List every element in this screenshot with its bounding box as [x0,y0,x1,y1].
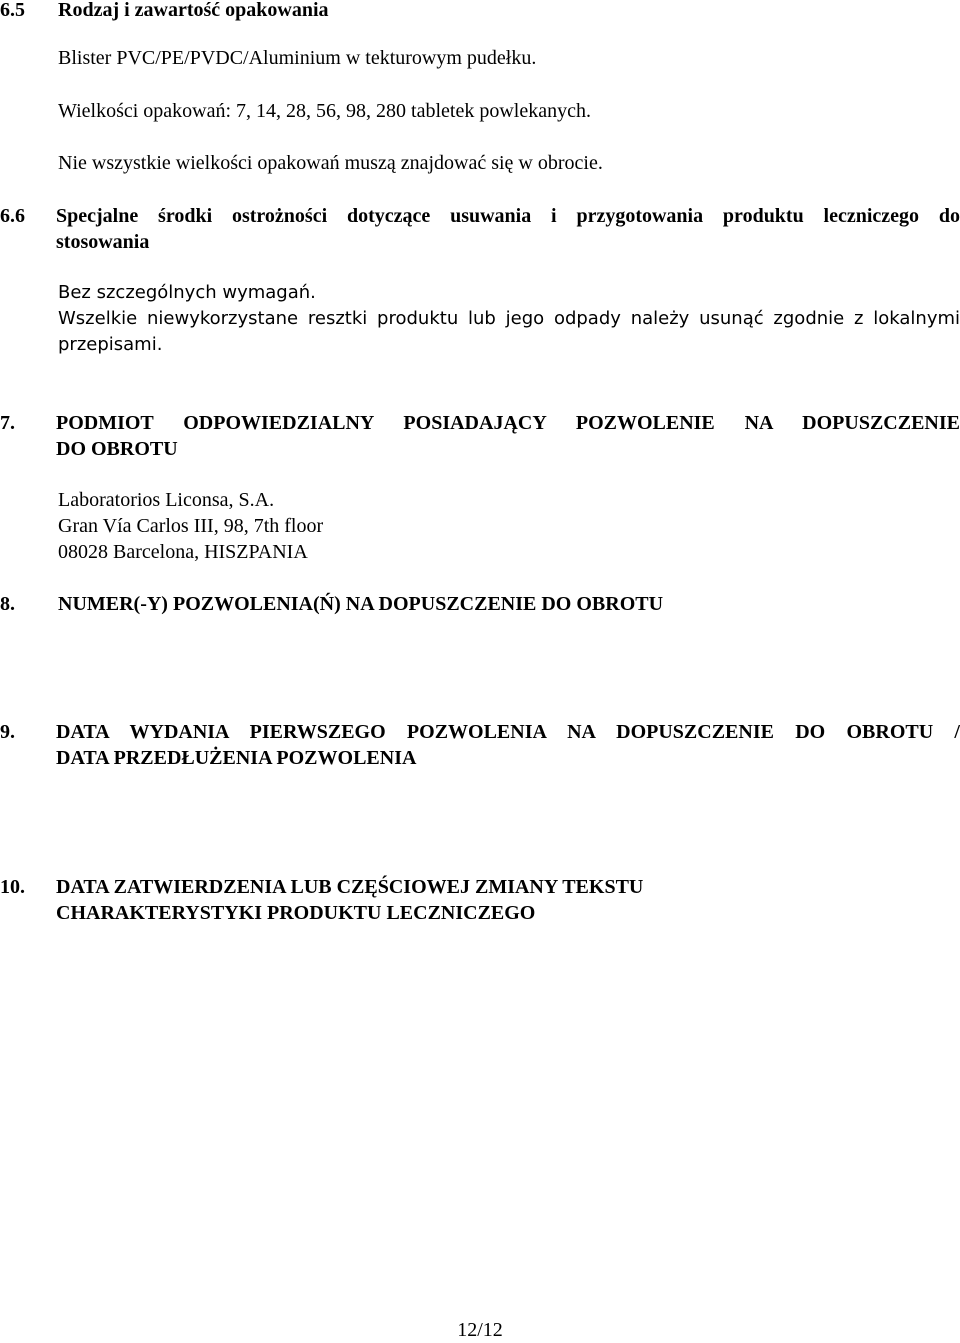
section-9-heading [0,719,960,745]
section-title-line-2: DO OBROTU [56,438,178,460]
disposal-text-line-1: Wszelkie niewykorzystane resztki produktu lub jego odpady należy usunąć zgodnie z lokalnymi [58,308,960,329]
disposal-requirements: Bez szczególnych wymagań. [58,282,316,303]
section-number: 6.5 [0,0,25,21]
section-title-line-1: DATA WYDANIA PIERWSZEGO POZWOLENIA NA DOPUSZCZENIE DO OBROTU / [56,721,960,743]
section-title: Rodzaj i zawartość opakowania [58,0,329,21]
holder-street: Gran Vía Carlos III, 98, 7th floor [58,515,324,537]
section-title-line-2: stosowania [56,231,150,253]
section-title-line-2: CHARAKTERYSTYKI PRODUKTU LECZNICZEGO [56,902,536,924]
section-number: 8. [0,593,15,615]
pack-sizes-note: Nie wszystkie wielkości opakowań muszą znajdować się w obrocie. [58,152,603,174]
section-title-line-1: PODMIOT ODPOWIEDZIALNY POSIADAJĄCY POZWOLENIE NA DOPUSZCZENIE [56,412,960,434]
section-8-heading [0,591,960,617]
section-number: 9. [0,721,15,743]
disposal-text-line-2: przepisami. [58,334,163,355]
holder-name: Laboratorios Liconsa, S.A. [58,489,275,511]
section-number: 6.6 [0,205,25,227]
pack-sizes: Wielkości opakowań: 7, 14, 28, 56, 98, 280 tabletek powlekanych. [58,100,591,122]
section-number: 10. [0,876,25,898]
page-number: 12/12 [457,1319,503,1341]
section-title-line-1: Specjalne środki ostrożności dotyczące usuwania i przygotowania produktu leczniczego do [56,205,960,227]
section-title-line-1: DATA ZATWIERDZENIA LUB CZĘŚCIOWEJ ZMIANY TEKSTU [56,876,644,898]
section-7-heading [0,410,960,436]
section-10-heading [0,874,960,900]
packaging-description: Blister PVC/PE/PVDC/Aluminium w tekturowym pudełku. [58,47,537,69]
section-title: NUMER(-Y) POZWOLENIA(Ń) NA DOPUSZCZENIE DO OBROTU [58,593,664,615]
section-6-6-heading [0,203,960,229]
holder-city: 08028 Barcelona, HISZPANIA [58,541,308,563]
section-title-line-2: DATA PRZEDŁUŻENIA POZWOLENIA [56,747,417,769]
section-number: 7. [0,412,15,434]
